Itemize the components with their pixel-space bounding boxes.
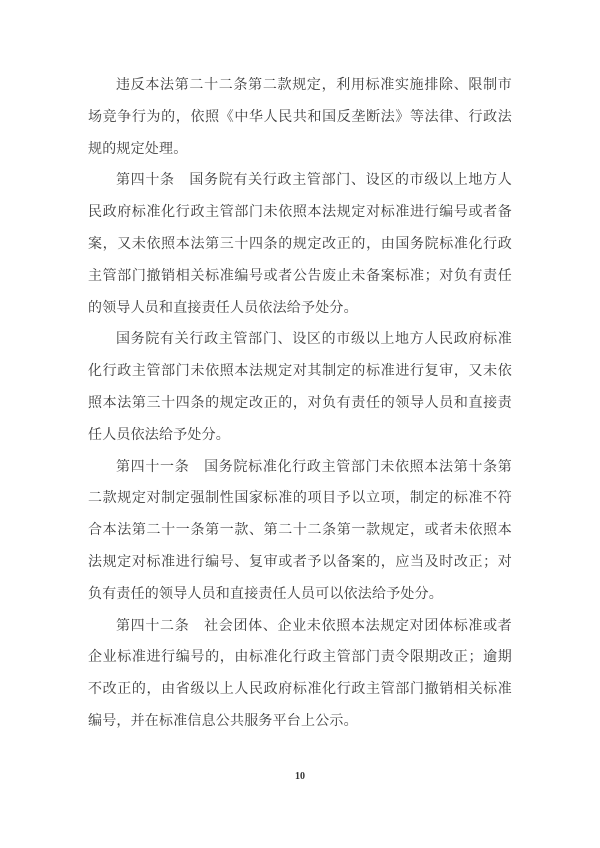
paragraph-article-40: 第四十条 国务院有关行政主管部门、设区的市级以上地方人民政府标准化行政主管部门未依照本法规定对标准进行编号或者备案，又未依照本法第三十四条的规定改正的，由国务院标准化行政主管部门撤销相关标准编号或者公告废止未备案标准；对负有责任的领导人员和直接责任人员依法给予处分。 (88, 173, 512, 316)
paragraph-violation-antimonopoly: 违反本法第二十二条第二款规定，利用标准实施排除、限制市场竞争行为的，依照《中华人民共和国反垄断法》等法律、行政法规的规定处理。 (88, 78, 512, 157)
paragraph-article-42: 第四十二条 社会团体、企业未依照本法规定对团体标准或者企业标准进行编号的，由标准化行政主管部门责令限期改正；逾期不改正的，由省级以上人民政府标准化行政主管部门撤销相关标准编号，并在标准信息公共服务平台上公示。 (88, 618, 512, 729)
document-body (88, 70, 512, 738)
paragraph-article-40-clause-2: 国务院有关行政主管部门、设区的市级以上地方人民政府标准化行政主管部门未依照本法规定对其制定的标准进行复审，又未依照本法第三十四条的规定改正的，对负有责任的领导人员和直接责任人员依法给予处分。 (88, 332, 512, 443)
page-number: 10 (295, 771, 305, 782)
paragraph-article-41: 第四十一条 国务院标准化行政主管部门未依照本法第十条第二款规定对制定强制性国家标准的项目予以立项，制定的标准不符合本法第二十一条第一款、第二十二条第一款规定，或者未依照本法规定对标准进行编号、复审或者予以备案的，应当及时改正；对负有责任的领导人员和直接责任人员可以依法给予处分。 (88, 459, 512, 602)
